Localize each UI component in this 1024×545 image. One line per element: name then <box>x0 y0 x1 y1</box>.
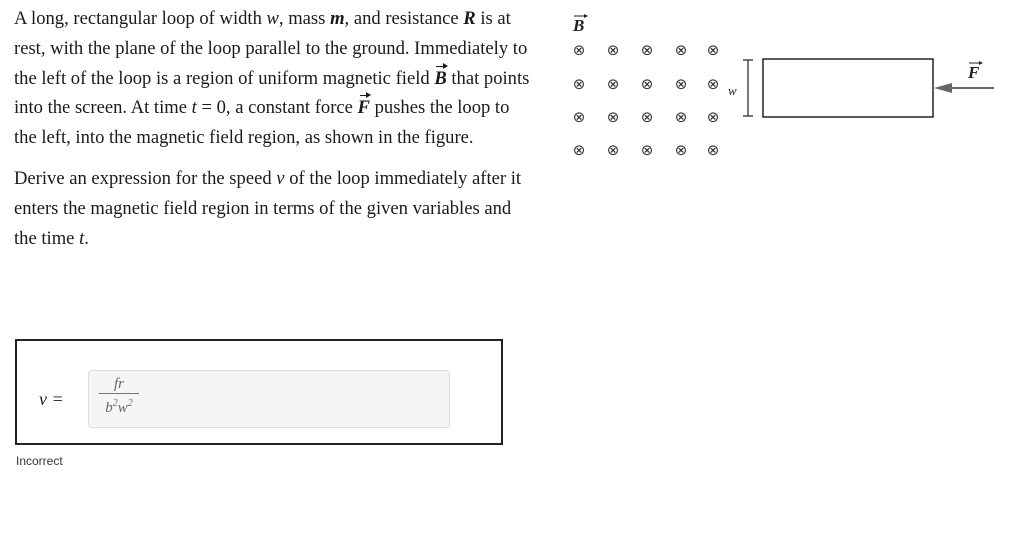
field-label <box>572 14 588 35</box>
var-w: w <box>266 8 279 29</box>
field-into-screen-icon: ⊗ <box>572 141 586 159</box>
var-t: t <box>79 227 85 249</box>
answer-box <box>15 339 503 445</box>
text-run: . <box>84 227 89 249</box>
field-into-screen-icon: ⊗ <box>640 141 654 159</box>
field-into-screen-icon: ⊗ <box>674 108 688 126</box>
answer-fraction <box>99 375 139 417</box>
field-into-screen-icon: ⊗ <box>706 75 720 93</box>
vector-B: B <box>434 64 446 94</box>
field-into-screen-icon: ⊗ <box>606 75 620 93</box>
den-exp-1: 2 <box>112 398 118 409</box>
field-label-arrowhead <box>584 14 588 18</box>
answer-label: v = <box>39 389 64 409</box>
text-run: of the loop immediately after it enters the magnetic field region in terms of the given variables and the time <box>14 167 522 249</box>
wire-loop <box>763 59 933 117</box>
text-run: that points into the screen. At time <box>14 67 530 119</box>
field-into-screen-icon: ⊗ <box>572 108 586 126</box>
text-run: Derive an expression for the speed <box>14 167 277 189</box>
text-run: = 0, a constant force <box>196 97 358 119</box>
field-into-screen-icon: ⊗ <box>606 108 620 126</box>
var-R: R <box>463 8 476 29</box>
text-run: is at rest, with the plane of the loop parallel to the ground. Immediately to the left of the loop is a region of uniform magnetic field <box>14 8 528 89</box>
field-into-screen-icon: ⊗ <box>706 41 720 59</box>
field-into-screen-icon: ⊗ <box>706 141 720 159</box>
vector-F: F <box>358 93 370 123</box>
problem-paragraph-2 <box>14 164 534 253</box>
field-into-screen-icon: ⊗ <box>674 41 688 59</box>
field-into-screen-icon: ⊗ <box>572 41 586 59</box>
field-into-screen-icon: ⊗ <box>640 108 654 126</box>
status-text: Incorrect <box>16 454 63 468</box>
width-dimension <box>743 60 753 116</box>
physics-figure <box>560 6 1000 176</box>
field-into-screen-icon: ⊗ <box>706 108 720 126</box>
field-into-screen-icon: ⊗ <box>640 75 654 93</box>
den-exp-2: 2 <box>127 398 133 409</box>
den-base-b: b <box>105 400 113 416</box>
text-run: , and resistance <box>344 8 464 29</box>
field-into-screen-icon: ⊗ <box>606 41 620 59</box>
var-v: v <box>276 167 285 189</box>
field-into-screen-icon: ⊗ <box>606 141 620 159</box>
text-run: , mass <box>278 8 331 29</box>
field-into-screen-icon: ⊗ <box>572 75 586 93</box>
field-into-screen-icon: ⊗ <box>674 141 688 159</box>
force-arrow <box>934 83 994 93</box>
problem-paragraph-1 <box>14 4 534 153</box>
magnetic-field-grid <box>573 41 720 159</box>
answer-input[interactable] <box>88 370 450 428</box>
field-into-screen-icon: ⊗ <box>640 41 654 59</box>
text-run: pushes the loop to the left, into the magnetic field region, as shown in the figure. <box>14 97 510 149</box>
answer-denominator <box>105 394 133 417</box>
answer-numerator: fr <box>113 376 124 392</box>
force-label <box>967 61 983 82</box>
text-run: A long, rectangular loop of width <box>14 8 267 29</box>
var-t: t <box>191 97 197 119</box>
field-into-screen-icon: ⊗ <box>674 75 688 93</box>
width-label: w <box>728 83 737 98</box>
var-m: m <box>330 8 345 29</box>
problem-statement <box>14 4 534 253</box>
field-label-text: B <box>573 16 585 35</box>
den-base-w: w <box>117 400 128 416</box>
force-label-text: F <box>968 63 980 82</box>
